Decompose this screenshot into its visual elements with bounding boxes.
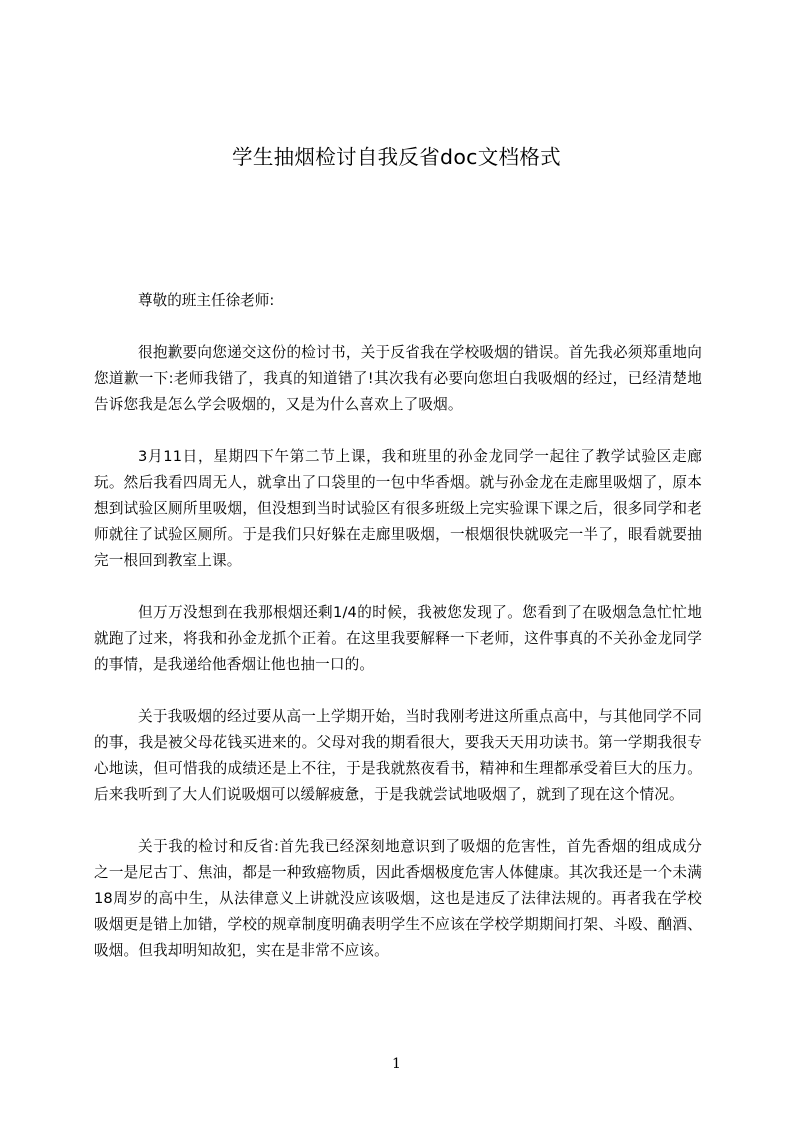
salutation: 尊敬的班主任徐老师: (138, 292, 275, 309)
paragraph-discovered: 但万万没想到在我那根烟还剩1/4的时候，我被您发现了。您看到了在吸烟急急忙忙地就跑了过来，将我和孙金龙抓个正着。在这里我要解释一下老师，这件事真的不关孙金龙同学的事情，是我递给他香烟让他也抽一口的。 (94, 604, 702, 673)
document-body (94, 288, 702, 964)
document-title: 学生抽烟检讨自我反省doc文档格式 (232, 145, 561, 169)
paragraph-apology: 很抱歉要向您递交这份的检讨书，关于反省我在学校吸烟的错误。首先我必须郑重地向您道歉一下:老师我错了，我真的知道错了!其次我有必要向您坦白我吸烟的经过，已经清楚地告诉您我是怎么学会吸烟的，又是为什么喜欢上了吸烟。 (94, 344, 702, 413)
paragraph-reflection: 关于我的检讨和反省:首先我已经深刻地意识到了吸烟的危害性，首先香烟的组成成分之一是尼古丁、焦油，都是一种致癌物质，因此香烟极度危害人体健康。其次我还是一个未满18周岁的高中生，从法律意义上讲就没应该吸烟，这也是违反了法律法规的。再者我在学校吸烟更是错上加错，学校的规章制度明确表明学生不应该在学校学期期间打架、斗殴、酗酒、吸烟。但我却明知故犯，实在是非常不应该。 (94, 838, 702, 959)
paragraph-background: 关于我吸烟的经过要从高一上学期开始，当时我刚考进这所重点高中，与其他同学不同的事，我是被父母花钱买进来的。父母对我的期看很大，要我天天用功读书。第一学期我很专心地读，但可惜我的成绩还是上不往，于是我就熬夜看书，精神和生理都承受着巨大的压力。后来我听到了大人们说吸烟可以缓解疲惫，于是我就尝试地吸烟了，就到了现在这个情况。 (94, 708, 702, 803)
page-number: 1 (392, 1056, 401, 1072)
paragraph-incident: 3月11日，星期四下午第二节上课，我和班里的孙金龙同学一起往了教学试验区走廊玩。然后我看四周无人，就拿出了口袋里的一包中华香烟。就与孙金龙在走廊里吸烟了，原本想到试验区厕所里吸烟，但没想到当时试验区有很多班级上完实验课下课之后，很多同学和老师就往了试验区厕所。于是我们只好躲在走廊里吸烟，一根烟很快就吸完一半了，眼看就要抽完一根回到教室上课。 (94, 448, 702, 569)
